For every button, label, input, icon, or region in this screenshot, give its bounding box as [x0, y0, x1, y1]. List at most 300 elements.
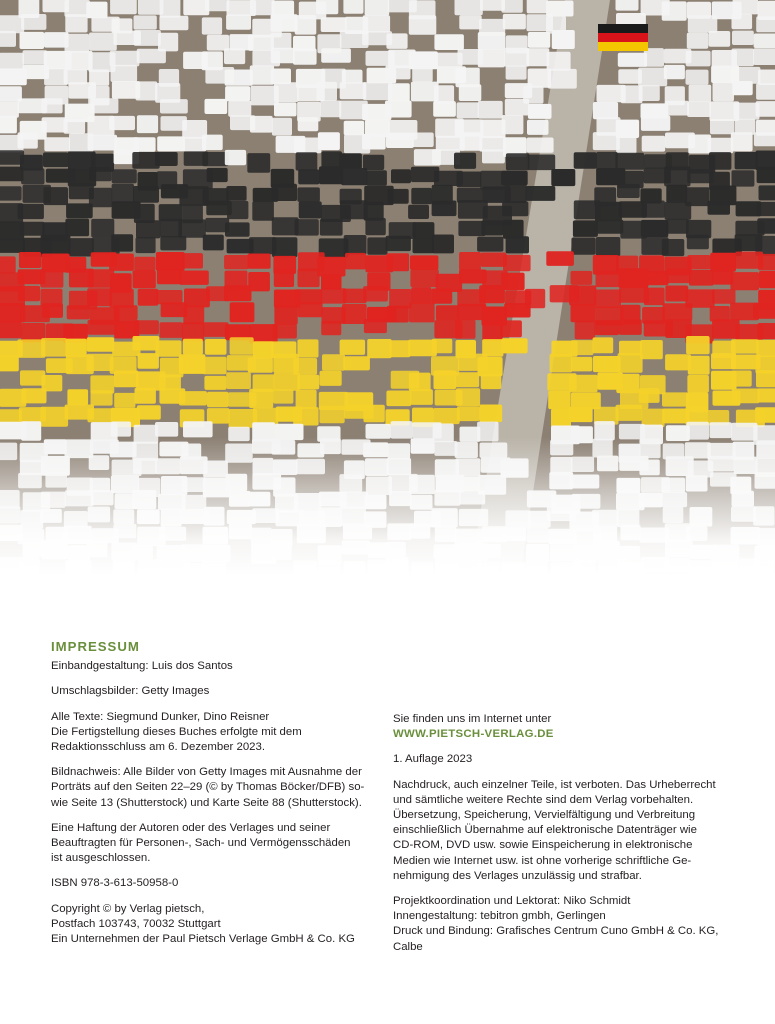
crowd-card	[343, 356, 370, 370]
crowd-card	[754, 132, 775, 146]
crowd-card	[546, 1, 573, 17]
crowd-card	[89, 188, 112, 208]
crowd-card	[159, 374, 181, 390]
crowd-card	[271, 33, 292, 50]
crowd-card	[159, 527, 186, 541]
crowd-card	[134, 425, 159, 444]
crowd-card	[275, 424, 304, 440]
crowd-card	[298, 269, 320, 287]
crowd-card	[552, 30, 575, 49]
crowd-card	[66, 575, 92, 576]
crowd-card	[64, 119, 86, 134]
crowd-card	[0, 321, 22, 339]
crowd-card	[366, 476, 392, 495]
crowd-card	[617, 509, 640, 527]
crowd-card	[690, 507, 713, 527]
crowd-card	[732, 170, 755, 186]
crowd-card	[431, 289, 452, 304]
crowd-card	[252, 508, 279, 523]
german-flag-icon	[598, 24, 648, 51]
crowd-card	[0, 167, 23, 182]
rights-line: einschließlich Übernahme auf elektronische Datenträger wie	[393, 824, 697, 837]
crowd-card	[459, 252, 481, 271]
crowd-card	[481, 220, 503, 235]
crowd-card	[293, 407, 318, 425]
crowd-card	[21, 421, 41, 441]
crowd-card	[618, 353, 643, 373]
crowd-card	[386, 391, 411, 407]
crowd-card	[665, 354, 691, 370]
crowd-card	[478, 32, 506, 50]
crowd-card	[756, 83, 775, 100]
cover-images-line: Umschlagsbilder: Getty Images	[51, 685, 210, 698]
crowd-card	[571, 304, 596, 322]
crowd-card	[45, 473, 67, 488]
crowd-card	[137, 115, 158, 133]
crowd-card	[248, 254, 271, 269]
crowd-card	[388, 443, 411, 459]
website-link[interactable]: WWW.PIETSCH-VERLAG.DE	[393, 728, 554, 741]
crowd-card	[479, 285, 505, 303]
crowd-card	[138, 0, 164, 15]
crowd-card	[503, 255, 531, 271]
crowd-card	[227, 201, 248, 219]
crowd-card	[159, 16, 188, 31]
crowd-card	[111, 422, 131, 437]
crowd-card	[271, 48, 295, 64]
copyright-notice	[51, 902, 381, 948]
crowd-card	[365, 218, 385, 235]
crowd-card	[365, 0, 390, 16]
crowd-card	[110, 0, 137, 14]
crowd-card	[252, 422, 275, 441]
crowd-card	[757, 388, 775, 402]
crowd-card	[686, 70, 709, 85]
crowd-card	[40, 509, 62, 523]
crowd-card	[386, 33, 407, 49]
crowd-card	[710, 253, 736, 272]
crowd-card	[411, 287, 431, 304]
crowd-card	[709, 422, 731, 438]
crowd-card	[0, 256, 16, 273]
crowd-card	[114, 371, 139, 388]
crowd-card	[202, 135, 223, 151]
crowd-card	[44, 137, 70, 151]
texts-line: Die Fertigstellung dieses Buches erfolgte mit dem	[51, 725, 302, 738]
crowd-card	[758, 323, 775, 339]
crowd-card	[296, 390, 317, 409]
crowd-card	[387, 306, 409, 323]
crowd-card	[250, 0, 275, 15]
crowd-card	[342, 304, 367, 324]
crowd-card	[0, 31, 16, 47]
crowd-card	[457, 172, 482, 188]
crowd-card	[432, 201, 457, 217]
crowd-card	[639, 493, 663, 508]
crowd-card	[86, 2, 107, 19]
texts-line: Alle Texte: Siegmund Dunker, Dino Reisner	[51, 710, 270, 723]
crowd-card	[229, 491, 251, 507]
crowd-card	[434, 34, 464, 50]
crowd-card	[408, 205, 429, 219]
crowd-card	[227, 510, 256, 524]
crowd-card	[133, 336, 160, 351]
crowd-card	[662, 1, 687, 20]
crowd-card	[20, 32, 45, 49]
crowd-card	[89, 455, 110, 470]
crowd-card	[69, 238, 94, 256]
crowd-card	[687, 235, 709, 249]
crowd-card	[205, 0, 230, 11]
crowd-card	[459, 490, 485, 504]
crowd-card	[551, 169, 575, 186]
crowd-card	[478, 49, 505, 68]
crowd-card	[23, 50, 48, 64]
crowd-card	[546, 251, 574, 266]
crowd-card	[363, 405, 384, 423]
crowd-card	[756, 370, 775, 387]
image-credits-line: wie Seite 13 (Shutterstock) und Karte Seite 88 (Shutterstock).	[51, 796, 362, 809]
liability-line: ist ausgeschlossen.	[51, 852, 151, 865]
crowd-card	[296, 152, 318, 170]
crowd-card	[363, 15, 390, 32]
crowd-card	[455, 320, 476, 339]
crowd-card	[40, 269, 63, 287]
crowd-card	[482, 149, 505, 163]
crowd-card	[527, 527, 549, 542]
crowd-card	[431, 508, 457, 527]
crowd-card	[592, 439, 612, 458]
crowd-card	[253, 341, 274, 358]
crowd-card	[526, 48, 549, 66]
crowd-card	[365, 458, 389, 476]
crowd-card	[638, 68, 667, 87]
crowd-card	[432, 235, 454, 254]
crowd-card	[434, 370, 457, 389]
crowd-card	[0, 102, 19, 118]
crowd-card	[686, 526, 708, 541]
crowd-card	[480, 443, 508, 458]
crowd-card	[758, 254, 775, 271]
crowd-card	[434, 490, 460, 506]
crowd-card	[136, 81, 158, 100]
crowd-card	[527, 138, 554, 153]
crowd-card	[571, 238, 595, 255]
crowd-card	[203, 461, 228, 478]
crowd-card	[250, 65, 274, 84]
crowd-card	[478, 562, 499, 575]
crowd-card	[389, 289, 412, 308]
crowd-card	[433, 424, 454, 443]
crowd-card	[203, 357, 227, 375]
crowd-card	[689, 560, 713, 575]
crowd-card	[550, 354, 573, 373]
crowd-card	[115, 494, 135, 510]
crowd-card	[385, 557, 408, 575]
crowd-card	[179, 354, 206, 374]
crowd-card	[387, 458, 412, 475]
crowd-card	[686, 475, 708, 491]
crowd-card	[294, 289, 322, 304]
crowd-card	[569, 475, 599, 489]
crowd-card	[340, 340, 366, 355]
crowd-card	[708, 201, 731, 215]
crowd-card	[503, 14, 526, 30]
crowd-card	[686, 422, 709, 440]
crowd-card	[616, 136, 636, 153]
crowd-card	[460, 132, 483, 151]
crowd-card	[362, 134, 386, 150]
crowd-card	[88, 135, 118, 151]
crowd-card	[65, 219, 89, 237]
crowd-card	[230, 302, 255, 322]
crowd-card	[641, 116, 670, 131]
crowd-card	[455, 442, 478, 458]
crowd-card	[459, 560, 482, 575]
crowd-card	[756, 16, 775, 32]
crowd-card	[710, 119, 735, 134]
copyright-line: Copyright © by Verlag pietsch,	[51, 902, 205, 915]
crowd-card	[712, 560, 737, 575]
crowd-card	[363, 155, 384, 170]
crowd-card	[182, 253, 203, 268]
crowd-card	[297, 187, 320, 202]
crowd-card	[68, 545, 90, 562]
crowd-card	[0, 355, 19, 371]
crowd-card	[271, 542, 292, 560]
crowd-card	[114, 393, 135, 408]
crowd-card	[711, 545, 740, 561]
crowd-card	[155, 458, 180, 474]
crowd-card	[620, 525, 640, 541]
crowd-card	[294, 560, 318, 575]
crowd-card	[113, 524, 136, 539]
crowd-card	[479, 136, 506, 152]
crowd-card	[133, 270, 156, 288]
crowd-card	[644, 288, 665, 306]
crowd-card	[135, 388, 156, 404]
crowd-card	[732, 14, 753, 30]
crowd-card	[65, 34, 90, 53]
crowd-card	[572, 494, 601, 509]
crowd-card	[294, 493, 321, 511]
crowd-card	[0, 15, 24, 33]
crowd-card	[367, 339, 392, 358]
image-credits-line: Porträts auf den Seiten 22–29 (© by Thomas Böcker/DFB) so-	[51, 781, 365, 794]
crowd-card	[593, 337, 614, 353]
crowd-card	[732, 491, 755, 507]
crowd-card	[250, 116, 273, 133]
crowd-card	[663, 507, 684, 523]
crowd-card	[113, 509, 134, 524]
crowd-card	[226, 186, 246, 201]
crowd-card	[758, 70, 775, 86]
crowd-card	[756, 340, 775, 357]
crowd-card	[20, 222, 45, 236]
crowd-card	[159, 204, 183, 221]
crowd-card	[731, 371, 752, 387]
edition	[393, 752, 733, 767]
crowd-card	[43, 187, 68, 205]
crowd-card	[228, 427, 250, 441]
crowd-card	[502, 201, 528, 216]
crowd-card	[712, 319, 740, 339]
crowd-card	[0, 443, 17, 461]
crowd-card	[207, 168, 228, 182]
crowd-card	[662, 392, 690, 406]
rights-line: Nachdruck, auch einzelner Teile, ist verboten. Das Urheberrecht	[393, 778, 716, 791]
crowd-card	[759, 185, 775, 200]
crowd-card	[0, 490, 20, 509]
rights-line: Übersetzung, Speicherung, Vervielfältigung und Verbreitung	[393, 809, 696, 822]
crowd-card	[436, 305, 459, 320]
crowd-card	[503, 220, 524, 239]
crowd-card	[21, 168, 44, 184]
crowd-card	[293, 48, 317, 64]
crowd-card	[320, 219, 343, 236]
crowd-card	[271, 14, 298, 32]
crowd-card	[319, 166, 343, 184]
crowd-card	[226, 474, 248, 492]
crowd-card	[477, 422, 498, 442]
crowd-card	[663, 303, 693, 320]
crowd-card	[134, 320, 159, 334]
isbn	[51, 876, 381, 891]
crowd-card	[480, 0, 505, 11]
crowd-card	[571, 357, 592, 372]
crowd-card	[593, 541, 620, 560]
crowd-card	[134, 30, 161, 46]
crowd-card	[571, 457, 594, 472]
crowd-card	[755, 472, 775, 489]
crowd-card	[367, 237, 387, 254]
crowd-card	[204, 376, 226, 390]
crowd-card	[138, 289, 159, 306]
crowd-card	[183, 421, 213, 437]
texts-credit	[51, 710, 381, 756]
crowd-card	[596, 152, 618, 171]
rights-line: CD-ROM, DVD usw. sowie Einspeicherung in elektronische	[393, 839, 693, 852]
crowd-card	[501, 171, 528, 186]
crowd-card	[482, 321, 503, 341]
imprint-left-column	[51, 639, 381, 957]
crowd-card	[274, 305, 297, 325]
crowd-card	[501, 458, 529, 477]
crowd-card	[571, 340, 594, 355]
crowd-card	[642, 136, 666, 152]
crowd-card	[410, 495, 433, 510]
crowd-card	[272, 184, 297, 201]
crowd-card	[344, 235, 367, 255]
cover-images-credit	[51, 684, 381, 699]
crowd-card	[455, 0, 483, 15]
crowd-card	[387, 189, 408, 204]
crowd-card	[639, 439, 660, 459]
crowd-card	[505, 510, 531, 528]
crowd-card	[385, 65, 410, 79]
crowd-card	[709, 152, 731, 170]
crowd-card	[573, 220, 598, 237]
crowd-card	[251, 528, 272, 547]
crowd-card	[502, 562, 525, 575]
crowd-card	[753, 506, 774, 525]
crowd-card	[501, 0, 522, 13]
rights-notice	[393, 778, 733, 884]
crowd-card	[756, 440, 775, 459]
crowd-card	[755, 407, 775, 423]
crowd-card	[550, 440, 573, 456]
crowd-card	[317, 82, 338, 101]
crowd-card	[65, 439, 94, 458]
crowd-card	[23, 543, 44, 557]
crowd-card	[458, 476, 480, 491]
crowd-card	[363, 442, 388, 457]
crowd-card	[339, 153, 362, 169]
crowd-card	[160, 236, 186, 250]
crowd-card	[299, 201, 322, 218]
crowd-card	[203, 527, 229, 545]
crowd-card	[224, 255, 249, 269]
crowd-card	[298, 117, 319, 131]
copyright-line: Ein Unternehmen der Paul Pietsch Verlage GmbH & Co. KG	[51, 933, 355, 946]
crowd-card	[732, 81, 752, 95]
crowd-card	[20, 510, 43, 529]
crowd-card	[133, 186, 159, 203]
copyright-line: Postfach 103743, 70032 Stuttgart	[51, 917, 221, 930]
crowd-card	[731, 506, 756, 521]
crowd-card	[65, 560, 91, 575]
crowd-card	[294, 138, 322, 154]
crowd-card	[18, 473, 42, 488]
crowd-card	[273, 389, 293, 403]
crowd-card	[709, 31, 731, 47]
crowd-card	[64, 511, 88, 527]
crowd-card	[132, 490, 156, 509]
crowd-card	[661, 492, 687, 507]
crowd-card	[183, 339, 203, 355]
crowd-card	[137, 509, 160, 524]
crowd-card	[687, 33, 709, 49]
crowd-card	[409, 303, 435, 323]
crowd-card	[504, 48, 529, 67]
crowd-card	[712, 270, 734, 284]
crowd-card	[733, 0, 759, 14]
crowd-card	[230, 337, 254, 355]
crowd-card	[575, 560, 596, 575]
crowd-card	[247, 153, 270, 173]
cover-design-line: Einbandgestaltung: Luis dos Santos	[51, 660, 233, 673]
crowd-card	[505, 183, 527, 203]
crowd-card	[132, 545, 153, 559]
crowd-card	[114, 305, 138, 320]
crowd-card	[183, 306, 204, 325]
crowd-card	[340, 492, 368, 509]
crowd-card	[160, 322, 183, 338]
crowd-card	[570, 426, 593, 443]
crowd-card	[616, 0, 639, 11]
crowd-card	[297, 524, 326, 544]
crowd-card	[44, 439, 67, 454]
crowd-card	[272, 237, 297, 257]
crowd-card	[732, 31, 754, 45]
crowd-card	[366, 424, 391, 439]
crowd-card	[386, 133, 414, 148]
crowd-card	[224, 48, 245, 64]
crowd-card	[41, 98, 63, 113]
crowd-card	[594, 320, 619, 335]
crowd-card	[86, 354, 113, 371]
crowd-card	[87, 337, 115, 352]
